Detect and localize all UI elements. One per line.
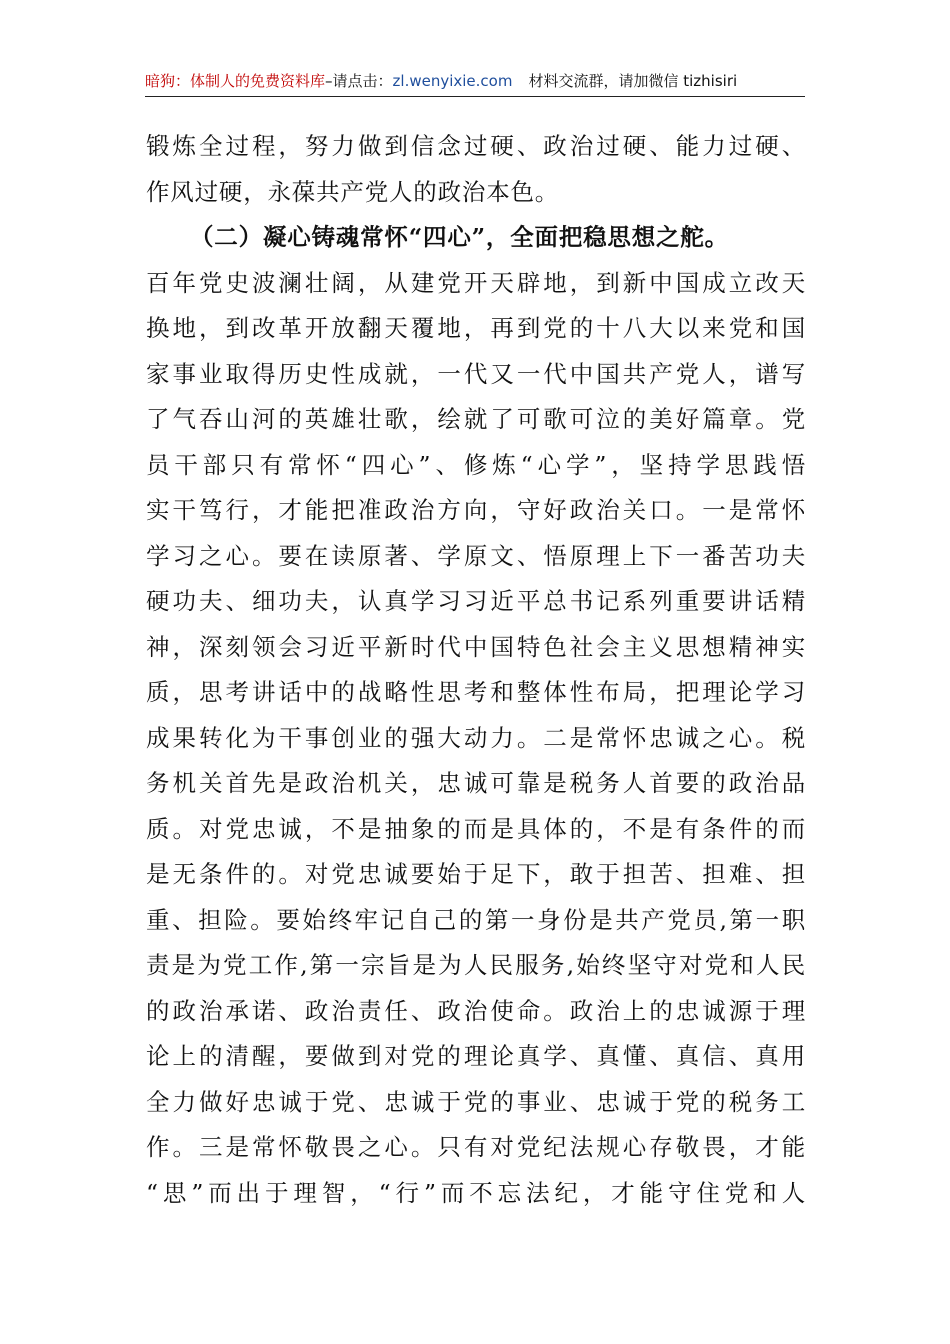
body-line: 员干部只有常怀“四心”、修炼“心学”，坚持学思践悟: [146, 450, 806, 479]
body-line: 百年党史波澜壮阔，从建党开天辟地，到新中国成立改天: [146, 268, 806, 297]
body-line: 全力做好忠诚于党、忠诚于党的事业、忠诚于党的税务工: [146, 1087, 806, 1116]
body-line: 务机关首先是政治机关，忠诚可靠是税务人首要的政治品: [146, 769, 806, 797]
body-line: 实干笃行，才能把准政治方向，守好政治关口。一是常怀: [146, 496, 806, 524]
body-line: 学习之心。要在读原著、学原文、悟原理上下一番苦功夫: [146, 541, 806, 570]
body-line: 的政治承诺、政治责任、政治使命。政治上的忠诚源于理: [146, 996, 806, 1025]
body-line: 重、担险。要始终牢记自己的第一身份是共产党员,第一职: [146, 905, 806, 934]
body-line: 家事业取得历史性成就，一代又一代中国共产党人，谱写: [146, 359, 806, 388]
header-brand: 暗狗：体制人的免费资料库: [145, 72, 326, 90]
body-line: 硬功夫、细功夫，认真学习习近平总书记系列重要讲话精: [146, 587, 806, 615]
body-line: 神，深刻领会习近平新时代中国特色社会主义思想精神实: [146, 632, 806, 661]
body-line: 论上的清醒，要做到对党的理论真学、真懂、真信、真用: [146, 1042, 806, 1070]
header-wechat-note: 材料交流群，请加微信 tizhisiri: [528, 72, 738, 90]
document-body: [146, 124, 806, 1216]
header-url-link[interactable]: zl.wenyixie.com: [392, 72, 513, 90]
body-line: 责是为党工作,第一宗旨是为人民服务,始终坚守对党和人民: [146, 951, 806, 979]
page-header: [145, 66, 805, 97]
body-line: 是无条件的。对党忠诚要始于足下，敢于担苦、担难、担: [146, 860, 806, 888]
body-line: 成果转化为干事创业的强大动力。二是常怀忠诚之心。税: [146, 723, 806, 752]
body-line: 了气吞山河的英雄壮歌，绘就了可歌可泣的美好篇章。党: [146, 405, 806, 433]
body-line: 锻炼全过程，努力做到信念过硬、政治过硬、能力过硬、: [146, 132, 806, 160]
body-line: “思”而出于理智，“行”而不忘法纪，才能守住党和人: [146, 1178, 806, 1207]
body-line: 质，思考讲话中的战略性思考和整体性布局，把理论学习: [146, 678, 806, 706]
body-line: 作。三是常怀敬畏之心。只有对党纪法规心存敬畏，才能: [146, 1133, 806, 1161]
body-line: 作风过硬，永葆共产党人的政治本色。: [146, 177, 560, 206]
body-line: 质。对党忠诚，不是抽象的而是具体的，不是有条件的而: [146, 814, 806, 843]
section-heading: （二）凝心铸魂常怀“四心”，全面把稳思想之舵。: [190, 223, 729, 251]
header-prompt: –请点击：: [325, 72, 393, 90]
body-line: 换地，到改革开放翻天覆地，再到党的十八大以来党和国: [146, 314, 806, 342]
